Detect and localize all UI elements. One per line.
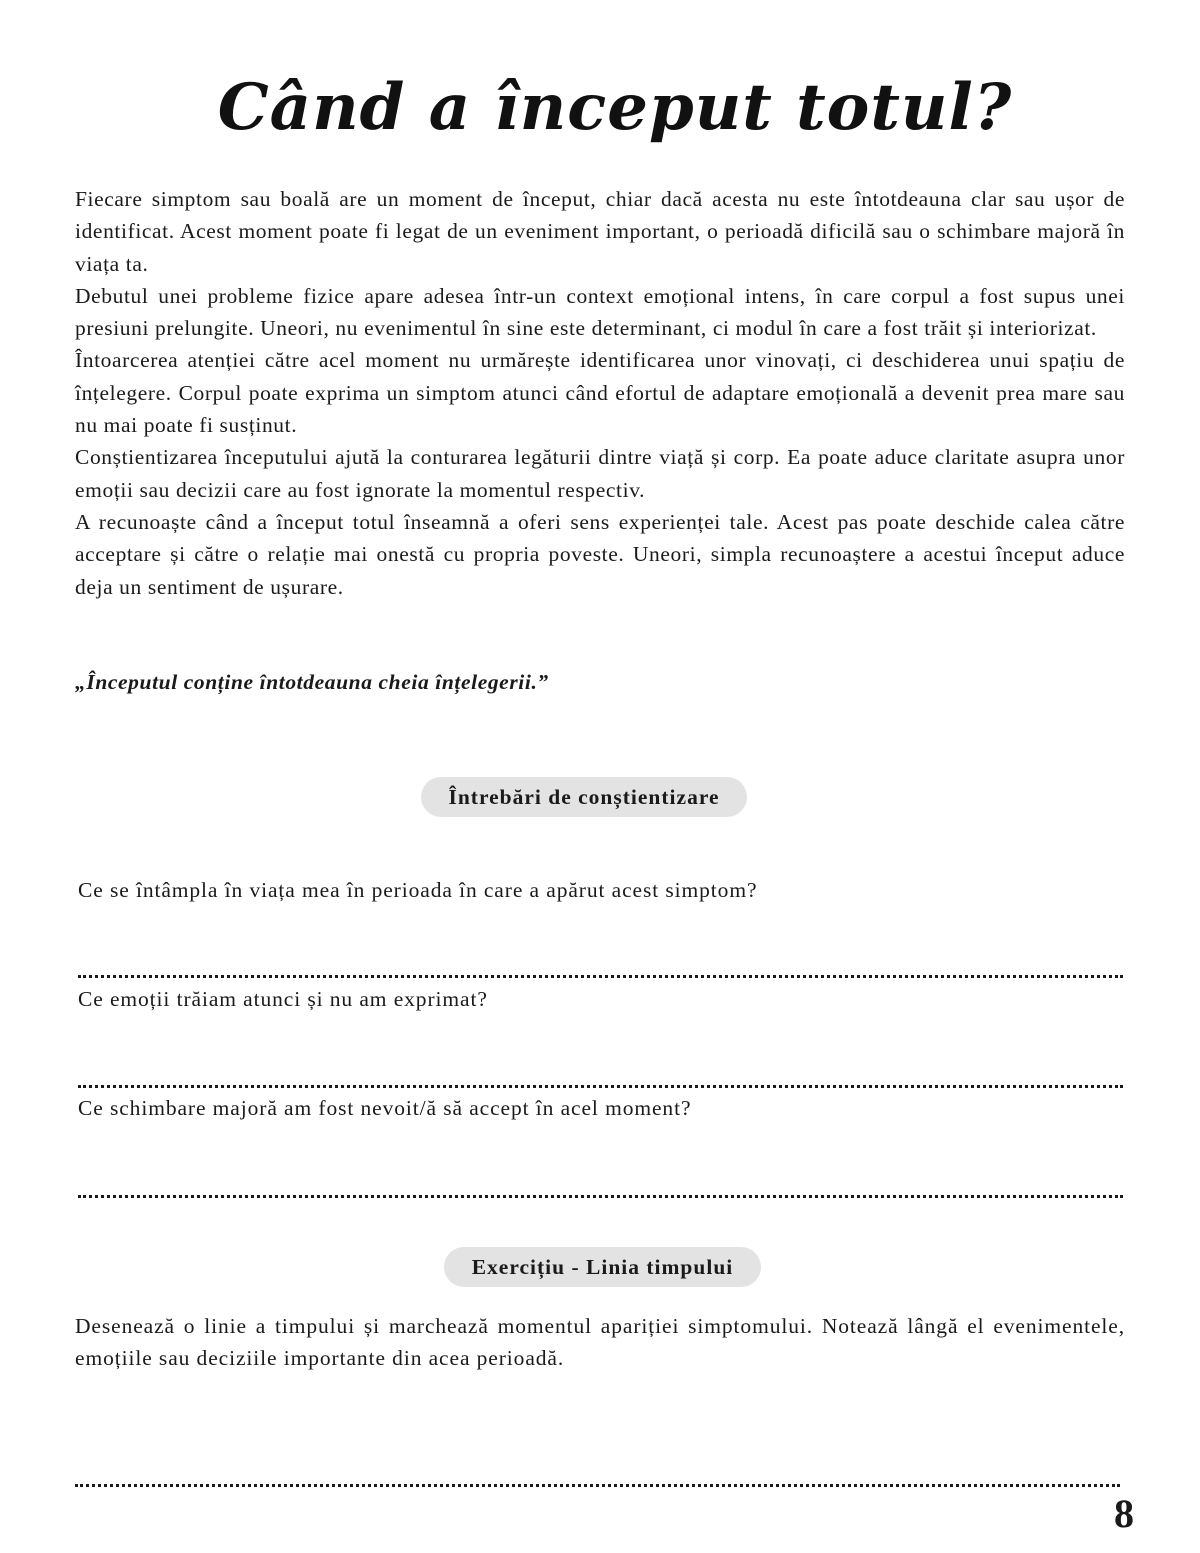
question-3: Ce schimbare majoră am fost nevoit/ă să accept în acel moment?: [78, 1096, 692, 1120]
timeline-line[interactable]: [75, 1484, 1120, 1487]
answer-line-1[interactable]: [78, 975, 1123, 978]
page-number: 8: [1114, 1491, 1134, 1536]
intro-text: [75, 183, 1125, 603]
paragraph: Conștientizarea începutului ajută la conturarea legăturii dintre viață și corp. Ea poate aduce claritate asupra unor emoții sau decizii care au fost ignorate la momentul respectiv.: [75, 445, 1125, 502]
questions-heading: Întrebări de conștientizare: [421, 777, 747, 817]
paragraph: Debutul unei probleme fizice apare adesea într-un context emoțional intens, în care corpul a fost supus unei presiuni prelungite. Uneori, nu evenimentul în sine este determinant, ci modul în care a fost trăit și interiorizat.: [75, 283, 1125, 341]
exercise-heading: Exercițiu - Linia timpului: [444, 1247, 761, 1287]
exercise-instructions: Desenează o linie a timpului și marchează momentul apariției simptomului. Notează lângă el evenimentele, emoțiile sau deciziile importante din acea perioadă.: [75, 1314, 1125, 1371]
page-title: Când a început totul?: [217, 70, 1013, 145]
answer-line-3[interactable]: [78, 1195, 1123, 1198]
answer-line-2[interactable]: [78, 1085, 1123, 1088]
paragraph: Fiecare simptom sau boală are un moment de început, chiar dacă acesta nu este întotdeauna clar sau ușor de identificat. Acest moment poate fi legat de un eveniment important, o perioadă dificilă sau o schimbare majoră în viața ta.: [75, 187, 1125, 276]
paragraph: Întoarcerea atenției către acel moment nu urmărește identificarea unor vinovați, ci deschiderea unui spațiu de înțelegere. Corpul poate exprima un simptom atunci când efortul de adaptare emoțională a devenit prea mare sau nu mai poate fi susținut.: [75, 348, 1125, 438]
quote: „Începutul conține întotdeauna cheia înțelegerii.”: [75, 670, 549, 694]
paragraph: A recunoaște când a început totul înseamnă a oferi sens experienței tale. Acest pas poate deschide calea către acceptare și către o relație mai onestă cu propria poveste. Uneori, simpla recunoaștere a acestui început aduce deja un sentiment de ușurare.: [75, 509, 1125, 599]
question-2: Ce emoții trăiam atunci și nu am exprimat?: [78, 987, 488, 1011]
question-1: Ce se întâmpla în viața mea în perioada în care a apărut acest simptom?: [78, 878, 758, 902]
